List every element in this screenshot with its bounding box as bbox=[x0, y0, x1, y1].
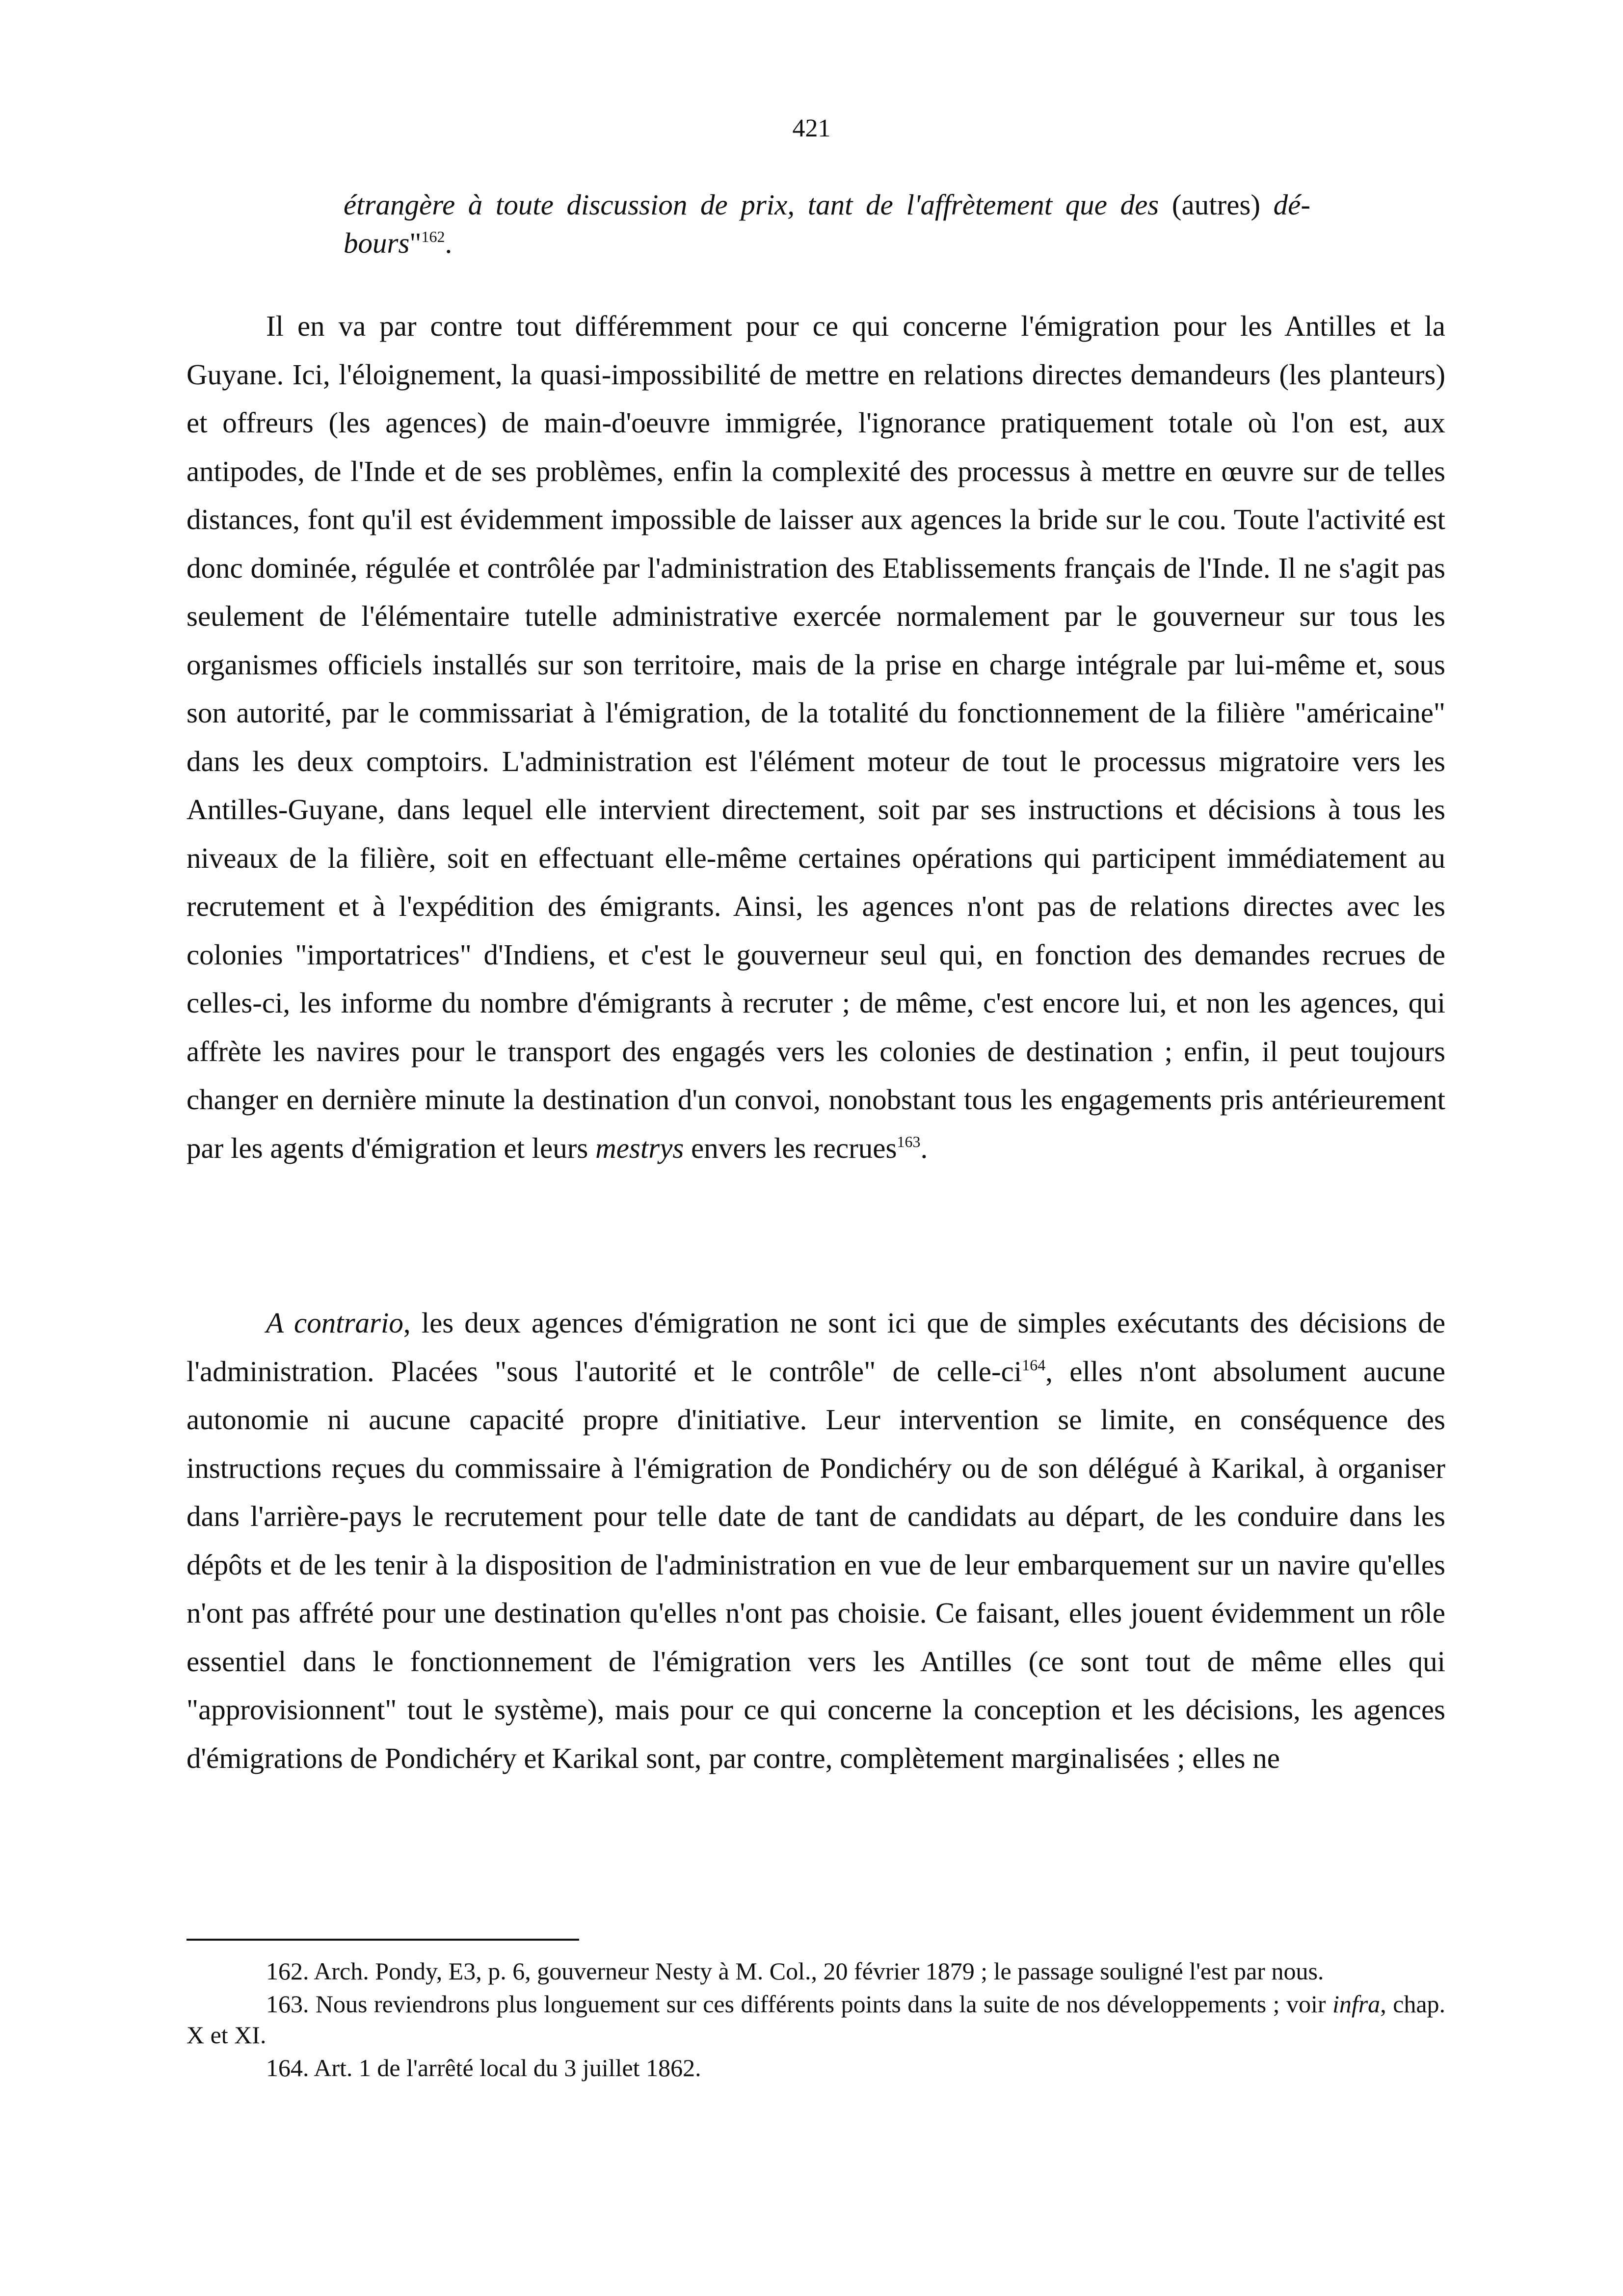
footnote-separator bbox=[186, 1939, 579, 1941]
footnote-164: 164. Art. 1 de l'arrêté local du 3 juillet 1862. bbox=[266, 2054, 701, 2082]
paragraph-1 bbox=[186, 302, 1445, 1172]
paragraph-2-text-1: , les deux agences d'émigration ne sont ici que de simples exécutants des décisions de l'administration. Placées "sous l'autorité et le contrôle" de celle-ci bbox=[186, 1307, 1446, 1388]
quote-end: . bbox=[445, 227, 452, 259]
quote-italic-1: étrangère à toute discussion de prix, tant de l'affrètement que des bbox=[344, 188, 1159, 221]
paragraph-2-italic-start: A contrario bbox=[266, 1307, 403, 1339]
quoted-passage bbox=[344, 186, 1310, 262]
paragraph-1-text: Il en va par contre tout différemment pour ce qui concerne l'émigration pour les Antilles et la Guyane. Ici, l'éloignement, la quasi-impossibilité de mettre en relations directes demandeurs (les planteurs) et offreurs (les agences) de main-d'oeuvre immigrée, l'ignorance pratiquement totale où l'on est, aux antipodes, de l'Inde et de ses problèmes, enfin la complexité des processus à mettre en œuvre sur de telles distances, font qu'il est évidemment impossible de laisser aux agences la bride sur le cou. Toute l'activité est donc dominée, régulée et contrôlée par l'administration des Etablissements français de l'Inde. Il ne s'agit pas seulement de l'élémentaire tutelle administrative exercée normalement par le gouverneur sur tous les organismes officiels installés sur son territoire, mais de la prise en charge intégrale par lui-même et, sous son autorité, par le commissariat à l'émigration, de la totalité du fonctionnement de la filière "américaine" dans les deux comptoirs. L'administration est l'élément moteur de tout le processus migratoire vers les Antilles-Guyane, dans lequel elle intervient directement, soit par ses instructions et décisions à tous les niveaux de la filière, soit en effectuant elle-même certaines opérations qui participent immédiatement au recrutement et à l'expédition des émigrants. Ainsi, les agences n'ont pas de relations directes avec les colonies "importatrices" d'Indiens, et c'est le gouverneur seul qui, en fonction des demandes recrues de celles-ci, les informe du nombre d'émigrants à recruter ; de même, c'est encore lui, et non les agences, qui affrète les navires pour le transport des engagés vers les colonies de destination ; enfin, il peut toujours changer en dernière minute la destination d'un convoi, nonobstant tous les engagements pris antérieurement par les agents d'émigration et leurs bbox=[186, 310, 1445, 1164]
quote-normal-1: (autres) bbox=[1159, 188, 1274, 221]
footnote-ref-164[interactable]: 164 bbox=[1022, 1356, 1046, 1374]
footnote-163-end: , chap. X et XI. bbox=[186, 1990, 1446, 2049]
footnote-162: 162. Arch. Pondy, E3, p. 6, gouverneur Nesty à M. Col., 20 février 1879 ; le passage souligné l'est par nous. bbox=[266, 1957, 1324, 1985]
footnotes bbox=[186, 1956, 1445, 2085]
quote-close-mark: " bbox=[409, 227, 422, 259]
paragraph-1-italic: mestrys bbox=[595, 1131, 684, 1164]
page-number: 421 bbox=[792, 114, 831, 142]
footnote-163 bbox=[186, 1989, 1445, 2051]
footnote-ref-162[interactable]: 162 bbox=[421, 228, 445, 245]
footnote-163-text: 163. Nous reviendrons plus longuement sur ces différents points dans la suite de nos développements ; voir bbox=[266, 1990, 1332, 2018]
footnote-163-italic: infra bbox=[1332, 1990, 1381, 2018]
paragraph-1-end: . bbox=[920, 1131, 928, 1164]
paragraph-2 bbox=[186, 1299, 1445, 1782]
paragraph-1-text-end: envers les recrues bbox=[684, 1131, 897, 1164]
footnote-ref-163[interactable]: 163 bbox=[897, 1132, 921, 1150]
quote-italic-2: dé-bours bbox=[344, 188, 1311, 259]
paragraph-2-text-2: , elles n'ont absolument aucune autonomie ni aucune capacité propre d'initiative. Leur intervention se limite, en conséquence des instructions reçues du commissaire à l'émigration de Pondichéry ou de son délégué à Karikal, à organiser dans l'arrière-pays le recrutement pour telle date de tant de candidats au départ, de les conduire dans les dépôts et de les tenir à la disposition de l'administration en vue de leur embarquement sur un navire qu'elles n'ont pas affrété pour une destination qu'elles n'ont pas choisie. Ce faisant, elles jouent évidemment un rôle essentiel dans le fonctionnement de l'émigration vers les Antilles (ce sont tout de même elles qui "approvisionnent" tout le système), mais pour ce qui concerne la conception et les décisions, les agences d'émigrations de Pondichéry et Karikal sont, par contre, complètement marginalisées ; elles ne bbox=[186, 1355, 1445, 1774]
